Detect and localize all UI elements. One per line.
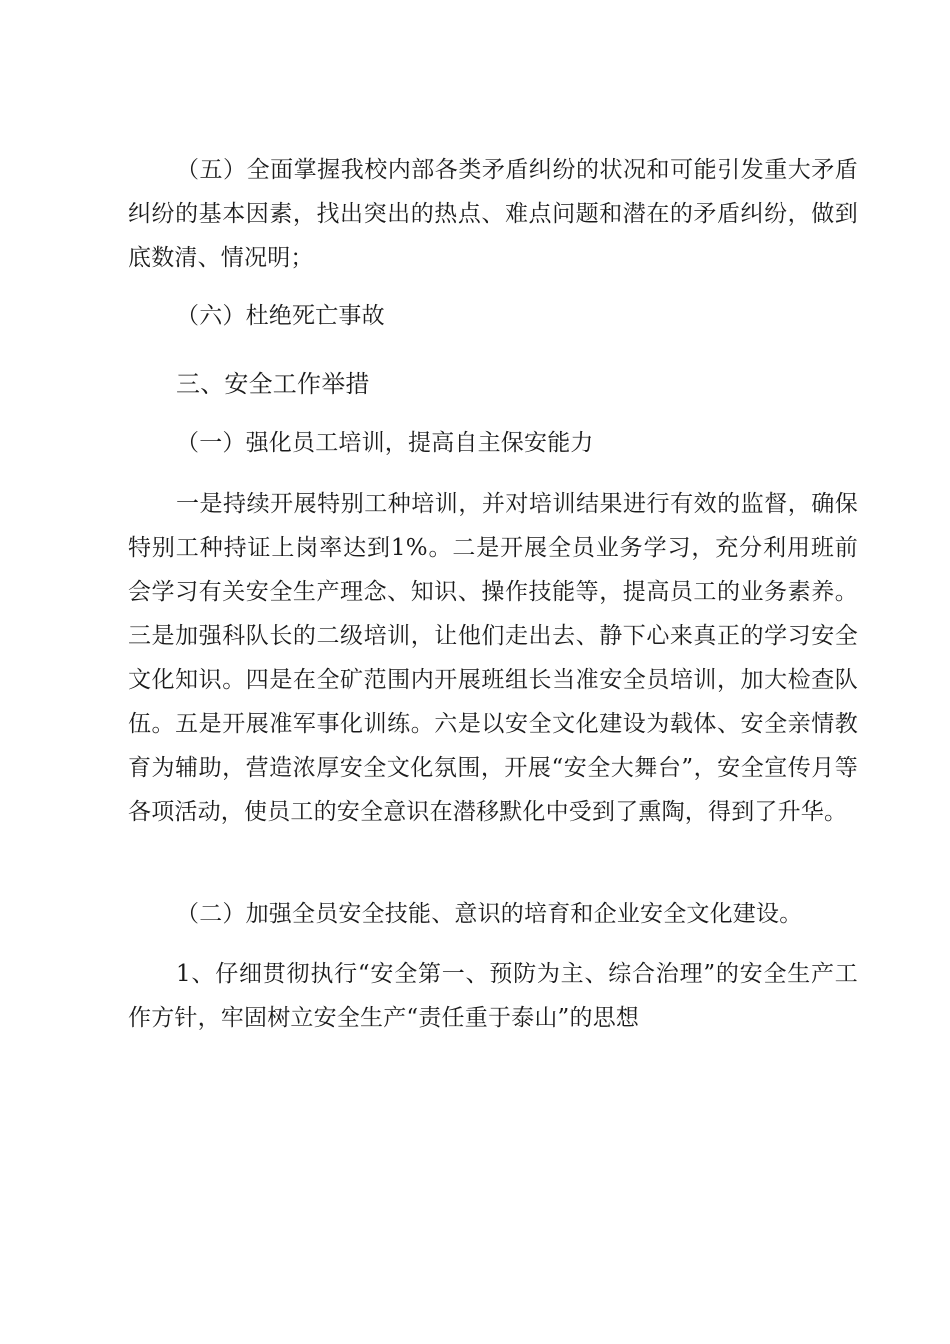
paragraph-item-6: （六）杜绝死亡事故 <box>176 303 385 329</box>
subsection-2-heading: （二）加强全员安全技能、意识的培育和企业安全文化建设。 <box>176 901 803 927</box>
subsection-2-item-1: 1、仔细贯彻执行“安全第一、预防为主、综合治理”的安全生产工作方针，牢固树立安全生产“责任重于泰山”的思想 <box>128 961 858 1031</box>
subsection-1-heading: （一）强化员工培训，提高自主保安能力 <box>176 430 594 456</box>
section-3-heading: 三、安全工作举措 <box>176 370 370 398</box>
subsection-1-body: 一是持续开展特别工种培训，并对培训结果进行有效的监督，确保特别工种持证上岗率达到1%。二是开展全员业务学习，充分利用班前会学习有关安全生产理念、知识、操作技能等，提高员工的业务素养。三是加强科队长的二级培训，让他们走出去、静下心来真正的学习安全文化知识。四是在全矿范围内开展班组长当准安全员培训，加大检查队伍。五是开展准军事化训练。六是以安全文化建设为载体、安全亲情教育为辅助，营造浓厚安全文化氛围，开展“安全大舞台”，安全宣传月等各项活动，使员工的安全意识在潜移默化中受到了熏陶，得到了升华。 <box>128 491 858 825</box>
paragraph-item-5: （五）全面掌握我校内部各类矛盾纠纷的状况和可能引发重大矛盾纠纷的基本因素，找出突出的热点、难点问题和潜在的矛盾纠纷，做到底数清、情况明； <box>128 157 858 271</box>
